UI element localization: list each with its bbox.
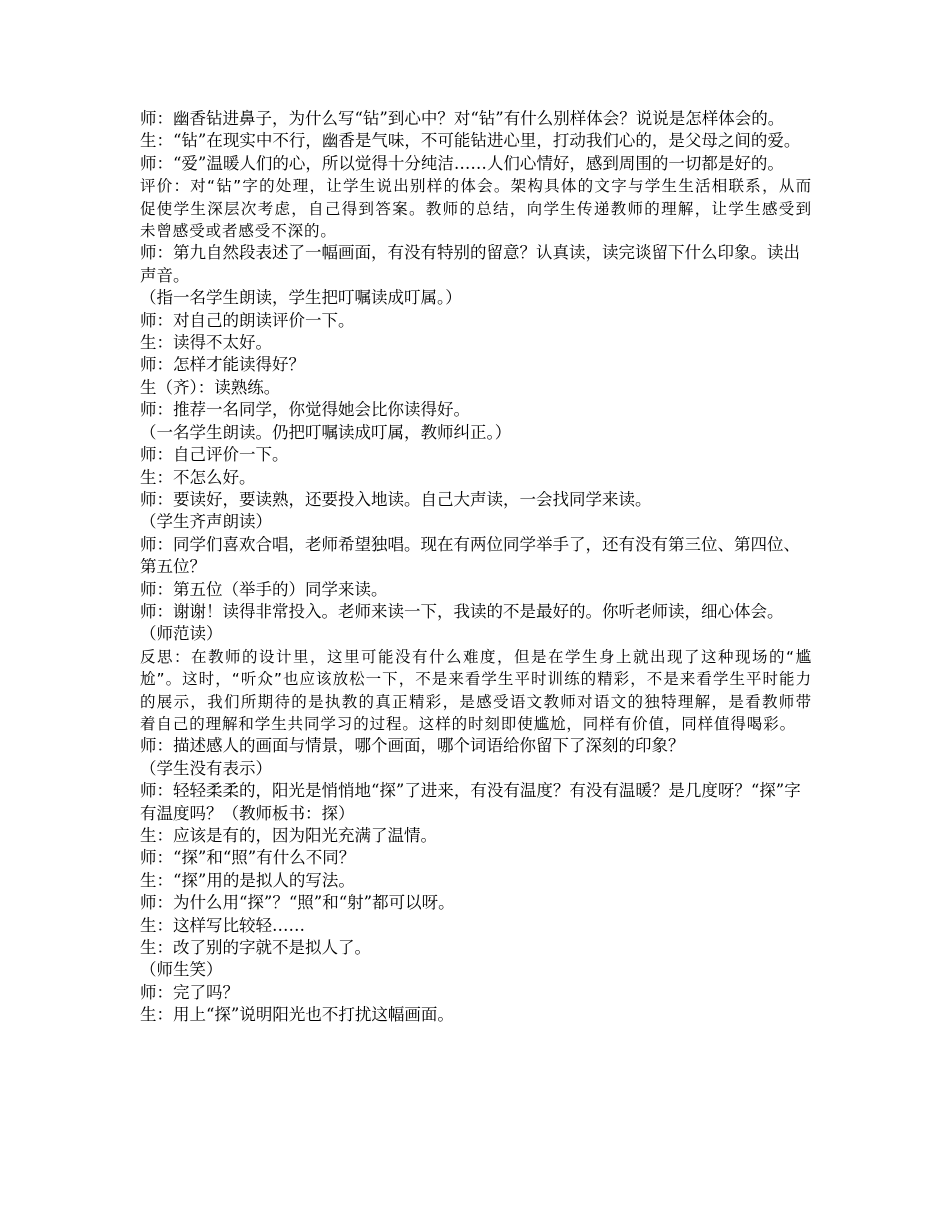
- transcript-line: 生（齐）：读熟练。: [140, 377, 281, 397]
- transcript-line: 师：推荐一名同学，你觉得她会比你读得好。: [140, 400, 470, 420]
- transcript-line: 师：要读好，要读熟，还要投入地读。自己大声读，一会找同学来读。: [140, 489, 652, 509]
- transcript-line: 生：这样写比较轻……: [140, 915, 305, 935]
- transcript-line: 师：谢谢！读得非常投入。老师来读一下，我读的不是最好的。你听老师读，细心体会。: [140, 601, 784, 621]
- transcript-line: 生：应该是有的，因为阳光充满了温情。: [140, 826, 437, 845]
- transcript-line: （师范读）: [140, 624, 223, 644]
- transcript-line: 生：改了别的字就不是拟人了。: [140, 938, 371, 958]
- transcript-line: 师：自己评价一下。: [140, 445, 289, 465]
- commentary-paragraph: 反思：在教师的设计里，这里可能没有什么难度，但是在学生身上就出现了这种现场的“尴尬”。这时，“听众”也应该放松一下，不是来看学生平时训练的精彩，不是来看学生平时能力的展示，我们所期待的是执教的真正精彩，是感受语文教师对语文的独特理解，是看教师带着自己的理解和学生共同学习的过程。这样的时刻即使尴尬，同样有价值，同样值得喝彩。: [140, 647, 812, 733]
- transcript-line: 生：“探”用的是拟人的写法。: [140, 870, 355, 890]
- transcript-line: （师生笑）: [140, 960, 223, 980]
- transcript-line: 师：“爱”温暖人们的心，所以觉得十分纯洁……人们心情好，感到周围的一切都是好的。: [140, 153, 784, 173]
- transcript-line: （指一名学生朗读，学生把叮嘱读成叮属。）: [140, 288, 462, 308]
- transcript-line: 生：读得不太好。: [140, 333, 272, 353]
- transcript-line: 师：同学们喜欢合唱，老师希望独唱。现在有两位同学举手了，还有没有第三位、第四位、第五位？: [140, 534, 800, 577]
- transcript-line: 师：为什么用“探”？“照”和“射”都可以呀。: [140, 893, 455, 913]
- transcript-line: 生：“钻”在现实中不行，幽香是气味，不可能钻进心里，打动我们心的，是父母之间的爱。: [140, 131, 801, 151]
- commentary-paragraph: 评价：对“钻”字的处理，让学生说出别样的体会。架构具体的文字与学生生活相联系，从而促使学生深层次考虑，自己得到答案。教师的总结，向学生传递教师的理解，让学生感受到未曾感受或者感受不深的。: [140, 177, 812, 241]
- transcript-line: 师：第九自然段表述了一幅画面，有没有特别的留意？认真读，读完谈留下什么印象。读出声音。: [140, 243, 800, 285]
- transcript-line: 师：轻轻柔柔的，阳光是悄悄地“探”了进来，有没有温度？有没有温暖？是几度呀？“探”字有温度吗？（教师板书：探）: [140, 781, 801, 823]
- lesson-transcript: [140, 108, 812, 1027]
- transcript-line: 生：用上“探”说明阳光也不打扰这幅画面。: [140, 1005, 454, 1025]
- transcript-line: 师：对自己的朗读评价一下。: [140, 310, 355, 330]
- transcript-line: 师：怎样才能读得好？: [140, 355, 305, 375]
- transcript-line: 师：幽香钻进鼻子，为什么写“钻”到心中？对“钻”有什么别样体会？说说是怎样体会的。: [140, 109, 785, 128]
- transcript-line: 师：描述感人的画面与情景，哪个画面，哪个词语给你留下了深刻的印象？: [140, 736, 685, 756]
- transcript-line: （学生没有表示）: [140, 758, 272, 778]
- transcript-line: 师：完了吗？: [140, 982, 239, 1002]
- transcript-line: （一名学生朗读。仍把叮嘱读成叮属，教师纠正。）: [140, 422, 512, 442]
- transcript-line: 师：“探”和“照”有什么不同？: [140, 848, 356, 868]
- transcript-line: （学生齐声朗读）: [140, 512, 272, 532]
- transcript-line: 师：第五位（举手的）同学来读。: [140, 579, 388, 599]
- transcript-line: 生：不怎么好。: [140, 467, 256, 487]
